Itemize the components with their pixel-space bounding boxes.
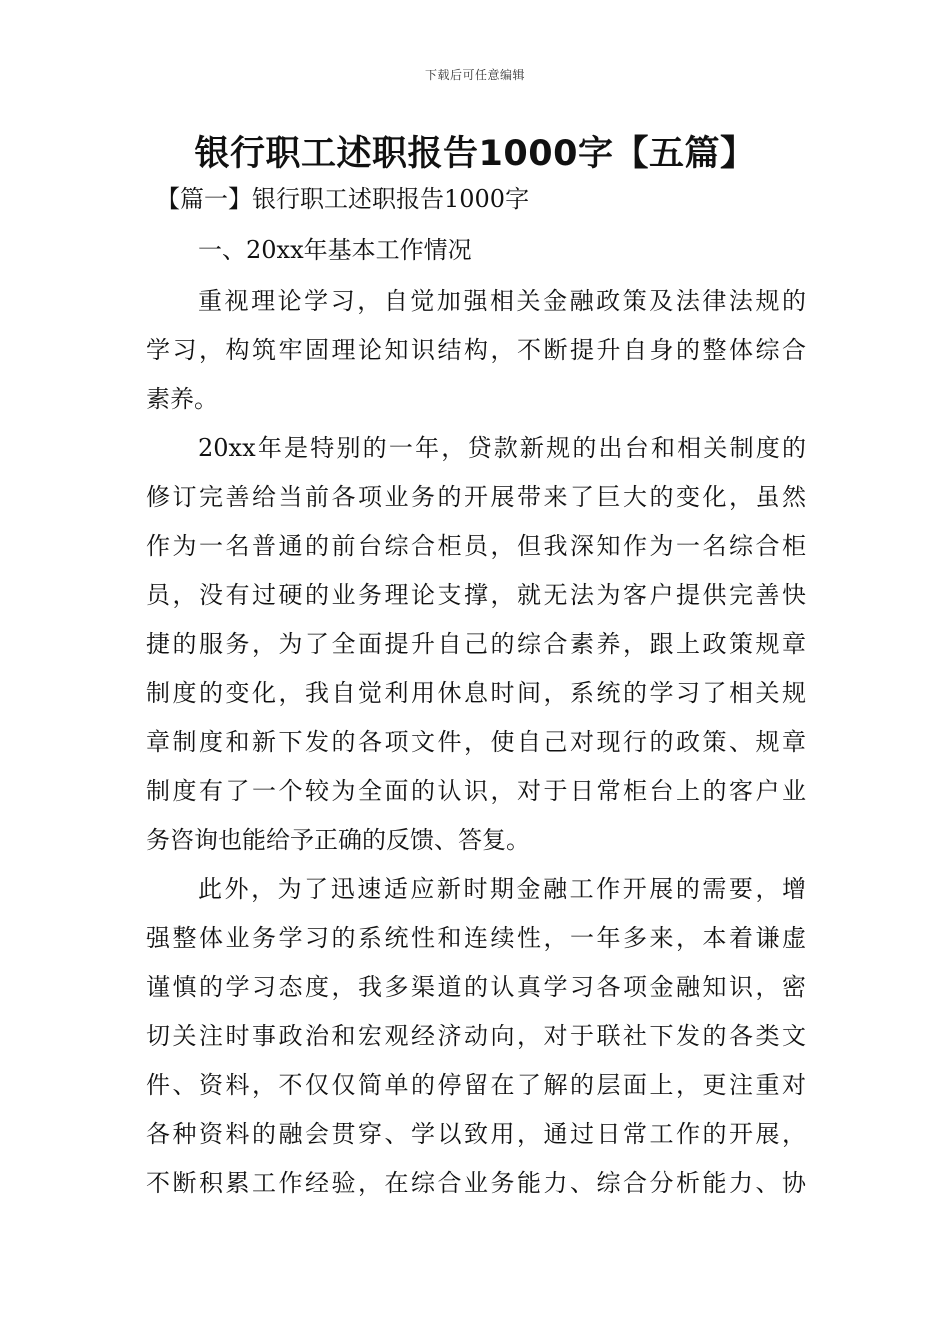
paragraph-line: 员，没有过硬的业务理论支撑，就无法为客户提供完善快 xyxy=(146,581,806,609)
paragraph-line: 此外，为了迅速适应新时期金融工作开展的需要，增 xyxy=(198,875,806,903)
paragraph-line: 务咨询也能给予正确的反馈、答复。 xyxy=(146,826,530,854)
paragraph-line: 强整体业务学习的系统性和连续性，一年多来，本着谦虚 xyxy=(146,924,806,952)
document-title: 银行职工述职报告1000字【五篇】 xyxy=(194,134,756,174)
paragraph-line: 作为一名普通的前台综合柜员，但我深知作为一名综合柜 xyxy=(146,532,806,560)
paragraph-line: 切关注时事政治和宏观经济动向，对于联社下发的各类文 xyxy=(146,1022,806,1050)
paragraph-line: 捷的服务，为了全面提升自己的综合素养，跟上政策规章 xyxy=(146,630,806,658)
header-note: 下载后可任意编辑 xyxy=(424,68,525,82)
paragraph-line: 制度的变化，我自觉利用休息时间，系统的学习了相关规 xyxy=(146,679,806,707)
section-title: 【篇一】银行职工述职报告1000字 xyxy=(156,185,530,213)
paragraph-line: 素养。 xyxy=(146,385,218,413)
paragraph-line: 重视理论学习，自觉加强相关金融政策及法律法规的 xyxy=(198,287,806,315)
paragraph-line: 制度有了一个较为全面的认识，对于日常柜台上的客户业 xyxy=(146,777,806,805)
paragraph-line: 修订完善给当前各项业务的开展带来了巨大的变化，虽然 xyxy=(146,483,806,511)
paragraph-line: 各种资料的融会贯穿、学以致用，通过日常工作的开展， xyxy=(146,1120,806,1148)
paragraph-line: 章制度和新下发的各项文件，使自己对现行的政策、规章 xyxy=(146,728,806,756)
subheading: 一、20xx年基本工作情况 xyxy=(198,236,472,264)
paragraph-line: 件、资料，不仅仅简单的停留在了解的层面上，更注重对 xyxy=(146,1071,806,1099)
paragraph-line: 谨慎的学习态度，我多渠道的认真学习各项金融知识，密 xyxy=(146,973,806,1001)
paragraph-line: 学习，构筑牢固理论知识结构，不断提升自身的整体综合 xyxy=(146,336,806,364)
paragraph-line: 20xx年是特别的一年，贷款新规的出台和相关制度的 xyxy=(198,434,806,462)
paragraph-line: 不断积累工作经验，在综合业务能力、综合分析能力、协 xyxy=(146,1169,806,1197)
